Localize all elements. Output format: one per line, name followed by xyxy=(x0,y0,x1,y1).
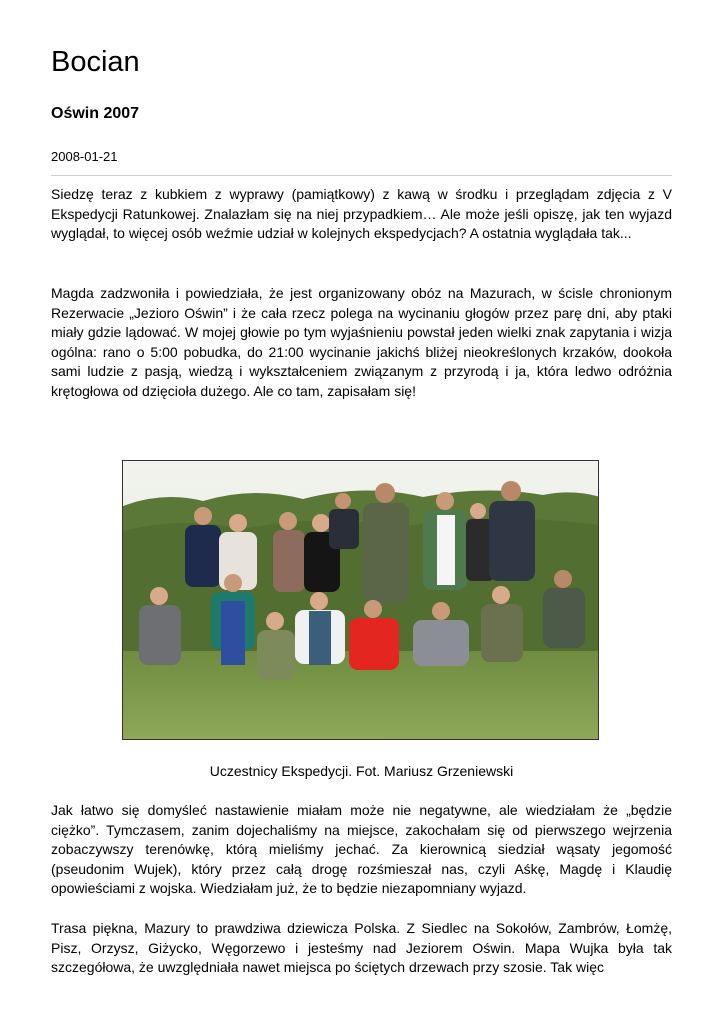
group-photo-image xyxy=(123,461,599,740)
site-title: Bocian xyxy=(51,46,140,78)
header-divider xyxy=(51,175,672,176)
group-photo xyxy=(122,460,599,740)
article-date: 2008-01-21 xyxy=(51,149,118,164)
photo-caption: Uczestnicy Ekspedycji. Fot. Mariusz Grzeniewski xyxy=(209,763,514,779)
article-title: Oświn 2007 xyxy=(51,105,140,122)
paragraph-3: Jak łatwo się domyśleć nastawienie miałam może nie negatywne, ale wiedziałam że „będzie ciężko”. Tymczasem, zanim dojechaliśmy na miejsce, zakochałam się od pierwszego wejrzenia zobaczywszy terenówkę, którą mieliśmy jechać. Za kierownicą siedział wąsaty jegomość (pseudonim Wujek), który przez całą drogę rozśmieszał nas, czyli Aśkę, Magdę i Klaudię opowieściami z wojska. Wiedziałam już, że to będzie niezapomniany wyjazd. xyxy=(51,802,672,897)
paragraph-1: Siedzę teraz z kubkiem z wyprawy (pamiątkowy) z kawą w środku i przeglądam zdjęcia z V Ekspedycji Ratunkowej. Znalazłam się na niej przypadkiem… Ale może jeśli opiszę, jak ten wyjazd wyglądał, to więcej osób weźmie udział w kolejnych ekspedycjach? A ostatnia wyglądała tak... xyxy=(51,186,672,242)
paragraph-4: Trasa piękna, Mazury to prawdziwa dziewicza Polska. Z Siedlec na Sokołów, Zambrów, Łomżę, Pisz, Orzysz, Giżycko, Węgorzewo i jesteśmy nad Jeziorem Oświn. Mapa Wujka była tak szczegółowa, że uwzględniała nawet miejsca po ściętych drzewach przy szosie. Tak więc xyxy=(51,920,672,976)
paragraph-2: Magda zadzwoniła i powiedziała, że jest organizowany obóz na Mazurach, w ścisle chronionym Rezerwacie „Jezioro Oświn” i że cała rzecz polega na wycinaniu głogów przez parę dni, aby ptaki miały gdzie lądować. W mojej głowie po tym wyjaśnieniu powstał jeden wielki znak zapytania i wizja ogólna: rano o 5:00 pobudka, do 21:00 wycinanie jakichś bliżej nieokreślonych krzaków, dookoła sami ludzie z pasją, wiedzą i wykształceniem związanym z przyrodą i ja, która ledwo odróżnia krętogłowa od dzięcioła dużego. Ale co tam, zapisałam się! xyxy=(51,285,672,399)
